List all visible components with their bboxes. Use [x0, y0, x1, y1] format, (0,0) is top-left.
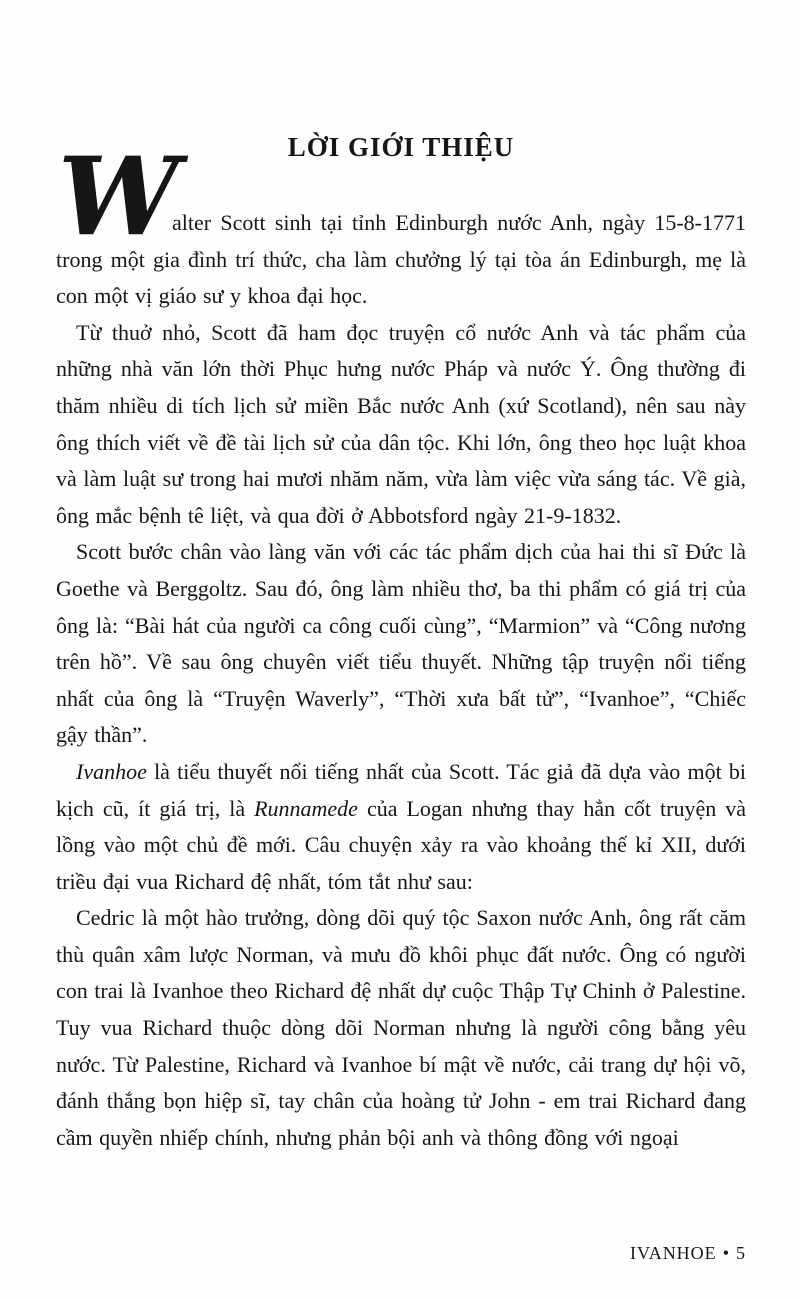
- italic-text-run: Ivanhoe: [76, 758, 147, 784]
- italic-text-run: Runnamede: [254, 795, 358, 821]
- text-run: Scott bước chân vào làng văn với các tác phẩm dịch của hai thi sĩ Đức là Goethe và Berggoltz. Sau đó, ông làm nhiều thơ, ba thi phẩm có giá trị của ông là: “Bài hát của người ca công cuối cùng”, “Marmion” và “Công nương trên hồ”. Về sau ông chuyên viết tiểu thuyết. Những tập truyện nổi tiếng nhất của ông là “Truyện Waverly”, “Thời xưa bất tử”, “Ivanhoe”, “Chiếc gậy thần”.: [56, 539, 746, 748]
- footer-bullet-separator: •: [722, 1243, 730, 1263]
- footer-page-number: 5: [736, 1243, 746, 1263]
- page-title: LỜI GIỚI THIỆU: [287, 132, 515, 162]
- page-footer: [630, 1243, 746, 1264]
- text-run: của Logan nhưng thay hẳn cốt truyện và lồng vào một chủ đề mới. Câu chuyện xảy ra vào khoảng thế kỉ XII, dưới triều đại vua Richard đệ nhất, tóm tắt như sau:: [56, 795, 746, 894]
- paragraph: [56, 534, 746, 754]
- footer-book-title: IVANHOE: [630, 1243, 717, 1263]
- text-block: [56, 0, 746, 1156]
- text-run: Từ thuở nhỏ, Scott đã ham đọc truyện cổ nước Anh và tác phẩm của những nhà văn lớn thời Phục hưng nước Pháp và nước Ý. Ông thường đi thăm nhiều di tích lịch sử miền Bắc nước Anh (xứ Scotland), nên sau này ông thích viết về đề tài lịch sử của dân tộc. Khi lớn, ông theo học luật khoa và làm luật sư trong hai mươi nhăm năm, vừa làm việc vừa sáng tác. Về già, ông mắc bệnh tê liệt, và qua đời ở Abbotsford ngày 21-9-1832.: [56, 319, 746, 528]
- text-run: là tiểu thuyết nổi tiếng nhất của Scott. Tác giả đã dựa vào một bi kịch cũ, ít giá trị, là: [56, 758, 746, 821]
- drop-cap-letter: W: [58, 134, 180, 260]
- paragraph: [56, 315, 746, 535]
- text-run: alter Scott sinh tại tỉnh Edinburgh nước Anh, ngày 15-8-1771 trong một gia đình trí thức, cha làm chưởng lý tại tòa án Edinburgh, mẹ là con một vị giáo sư y khoa đại học.: [56, 210, 746, 309]
- paragraph: [56, 900, 746, 1156]
- paragraph: [56, 754, 746, 900]
- text-run: Cedric là một hào trưởng, dòng dõi quý tộc Saxon nước Anh, ông rất căm thù quân xâm lược Norman, và mưu đồ khôi phục đất nước. Ông có người con trai là Ivanhoe theo Richard đệ nhất dự cuộc Thập Tự Chinh ở Palestine. Tuy vua Richard thuộc dòng dõi Norman nhưng là người công bằng yêu nước. Từ Palestine, Richard và Ivanhoe bí mật về nước, cải trang dự hội võ, đánh thắng bọn hiệp sĩ, tay chân của hoàng tử John - em trai Richard đang cầm quyền nhiếp chính, nhưng phản bội anh và thông đồng với ngoại: [56, 905, 746, 1150]
